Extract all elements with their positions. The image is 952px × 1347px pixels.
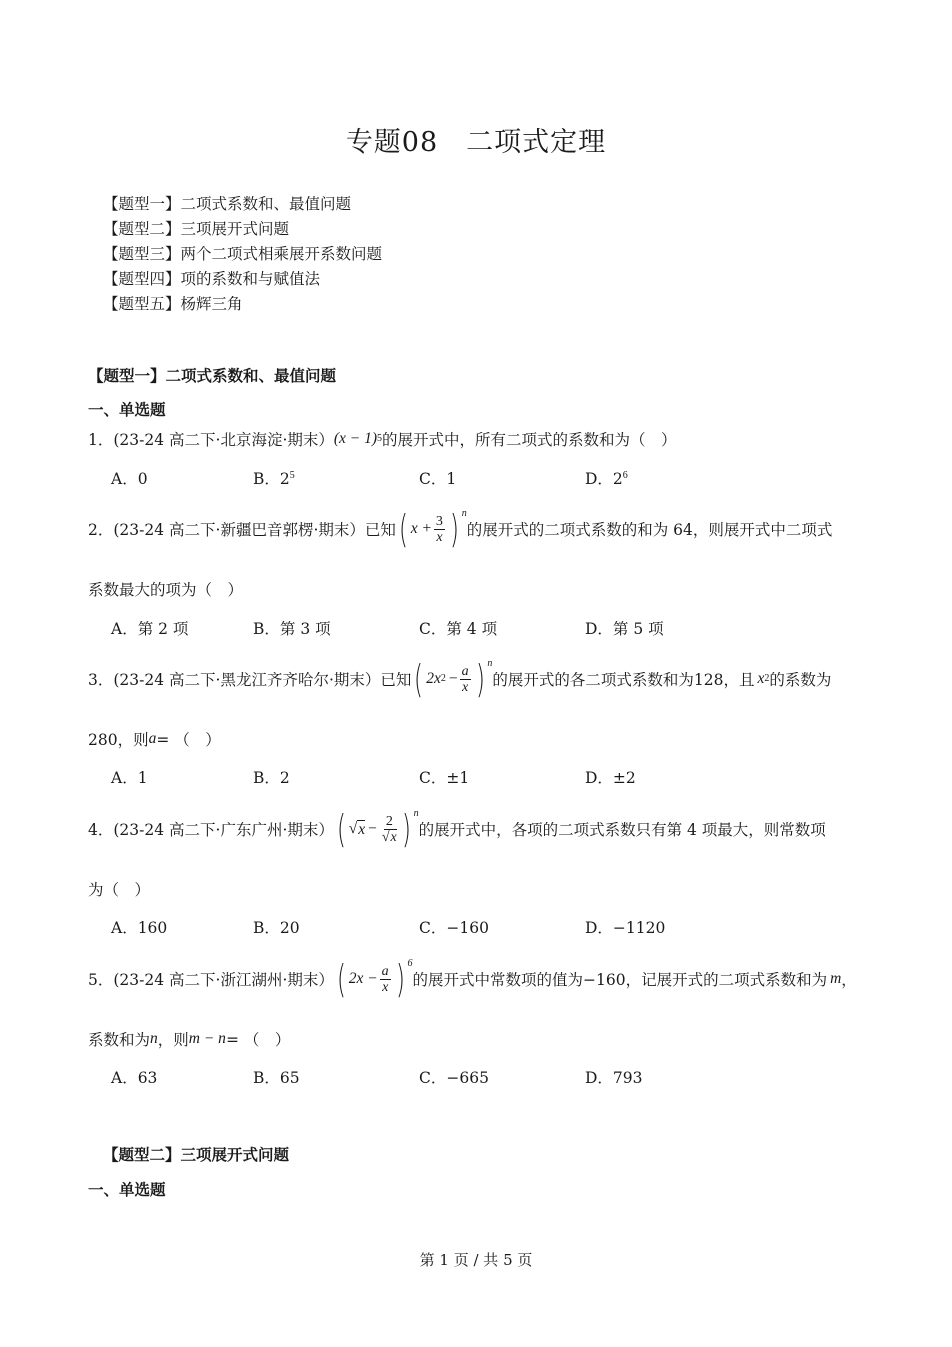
option-b: B．2: [253, 769, 290, 787]
option-c: C．−665: [419, 1069, 489, 1087]
question-5: 5．(23-24 高二下·浙江湖州·期末） ( 2x − $\frac{a}{x}$ ) 6 的展开式中常数项的值为−160，记展开式的二项式系数和为 m ，: [88, 957, 857, 1001]
option-b: B．65: [253, 1069, 300, 1087]
question-5-line2: 系数和为 n ，则 m − n = （ ）: [88, 1030, 291, 1049]
question-4-line2: 为（ ）: [88, 881, 151, 899]
toc-item: 【题型一】二项式系数和、最值问题: [103, 195, 352, 213]
section-heading: 【题型二】三项展开式问题: [103, 1145, 290, 1164]
fraction: $\frac{3}{x}$: [435, 513, 443, 545]
fraction: $\frac{a}{x}$: [461, 663, 469, 695]
option-d: D．第 5 项: [585, 620, 664, 638]
option-a: A．160: [111, 919, 168, 937]
math-expression: (x − 1): [333, 430, 378, 447]
question-4: 4．(23-24 高二下·广东广州·期末） ( √ x − $\frac{2}{√x}$ ) n 的展开式中，各项的二项式系数只有第 4 项最大，则常数项: [88, 807, 826, 851]
option-b: B．$2^5$: [253, 470, 295, 488]
fraction: $\frac{a}{x}$: [381, 963, 389, 995]
question-3-line2: 280，则 a = （ ）: [88, 730, 221, 749]
option-d: D．±2: [585, 769, 636, 787]
question-text: 的展开式中，所有二项式的系数和为（ ）: [382, 431, 677, 449]
page-title: 专题08 二项式定理: [345, 127, 607, 158]
option-b: B．20: [253, 919, 300, 937]
section-heading: 【题型一】二项式系数和、最值问题: [88, 366, 337, 385]
option-d: D．−1120: [585, 919, 666, 937]
question-2-line2: 系数最大的项为（ ）: [88, 581, 244, 599]
option-a: A．1: [111, 769, 148, 787]
toc-item: 【题型二】三项展开式问题: [103, 220, 290, 238]
fraction: $\frac{2}{√x}$: [381, 813, 397, 845]
toc-item: 【题型五】杨辉三角: [103, 295, 243, 313]
option-c: C．1: [419, 470, 457, 488]
question-2: 2．(23-24 高二下·新疆巴音郭楞·期末）已知 ( x + $\frac{3}{x}$ ) n 的展开式的二项式系数的和为 64，则展开式中二项式: [88, 507, 833, 551]
section-subheading: 一、单选题: [88, 1180, 166, 1199]
option-c: C．−160: [419, 919, 489, 937]
option-c: C．±1: [419, 769, 470, 787]
toc-item: 【题型四】项的系数和与赋值法: [103, 270, 321, 288]
option-d: D．$2^6$: [585, 470, 628, 488]
option-b: B．第 3 项: [253, 620, 331, 638]
section-subheading: 一、单选题: [88, 400, 166, 419]
question-1: 1．(23-24 高二下·北京海淀·期末） (x − 1) 5 的展开式中，所有二项式的系数和为（ ）: [88, 430, 677, 449]
question-3: 3．(23-24 高二下·黑龙江齐齐哈尔·期末）已知 ( 2x 2 − $\frac{a}{x}$ ) n 的展开式的各二项式系数和为128，且 x 2 的系数为: [88, 657, 832, 701]
option-d: D．793: [585, 1069, 643, 1087]
question-prefix: 1．(23-24 高二下·北京海淀·期末）: [88, 431, 334, 449]
option-a: A．0: [111, 470, 148, 488]
option-c: C．第 4 项: [419, 620, 498, 638]
toc-item: 【题型三】两个二项式相乘展开系数问题: [103, 245, 383, 263]
option-a: A．第 2 项: [111, 620, 189, 638]
option-a: A．63: [111, 1069, 158, 1087]
page-footer: 第 1 页 / 共 5 页: [419, 1251, 533, 1269]
